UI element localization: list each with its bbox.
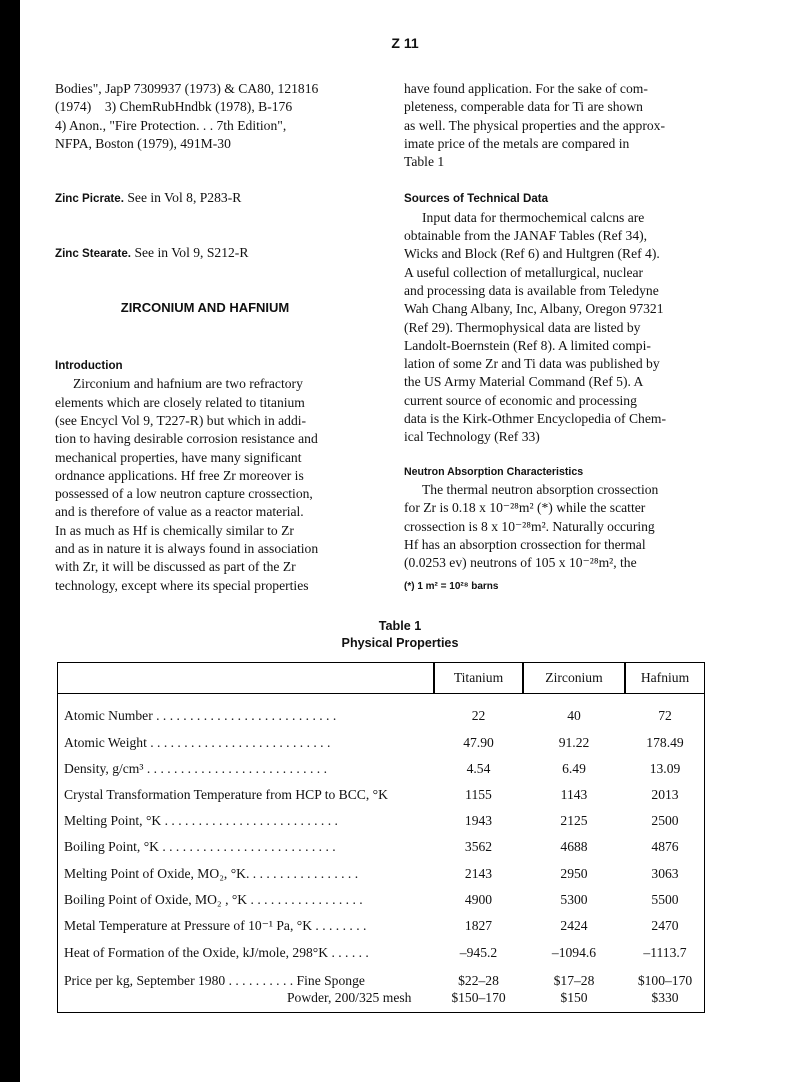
text-line: Hf has an absorption crossection for thermal — [404, 536, 646, 552]
row-label: Heat of Formation of the Oxide, kJ/mole, 298°K . . . . . . — [64, 945, 369, 960]
titanium-value: 4.54 — [466, 761, 491, 776]
zirconium-value: 6.49 — [562, 761, 586, 776]
row-label: Atomic Weight . . . . . . . . . . . . . . . . . . . . . . . . . . . — [64, 735, 331, 750]
text-line: mechanical properties, have many significant — [55, 449, 302, 465]
physical-properties-table — [57, 662, 705, 1013]
row-label: Metal Temperature at Pressure of 10⁻¹ Pa, °K . . . . . . . . — [64, 918, 367, 933]
text-line: In as much as Hf is chemically similar to Zr — [55, 522, 294, 538]
table-title: Table 1 — [378, 619, 422, 633]
row-label: Boiling Point of Oxide, MO₂ , °K . . . . . . . . . . . . . . . . . — [64, 892, 363, 907]
hafnium-price-sponge: $100–170 — [637, 973, 693, 988]
text-line: technology, except where its special properties — [55, 577, 309, 593]
header-zirconium: Zirconium — [545, 670, 603, 685]
zirconium-value: 40 — [567, 708, 581, 723]
zirconium-value: 5300 — [560, 892, 588, 907]
text-line: (0.0253 ev) neutrons of 105 x 10⁻²⁸m², the — [404, 555, 637, 571]
text-line: and is therefore of value as a reactor material. — [55, 504, 304, 520]
page-number: Z 11 — [391, 35, 419, 51]
text-line: crossection is 8 x 10⁻²⁸m². Naturally occuring — [404, 518, 655, 534]
hafnium-value: 4876 — [651, 839, 679, 854]
reference-line: Bodies", JapP 7309937 (1973) & CA80, 121816 — [55, 81, 319, 96]
zirconium-value: 4688 — [560, 839, 588, 854]
zirconium-value: 2950 — [560, 866, 588, 881]
zirconium-value: 2424 — [560, 918, 588, 933]
left-column — [55, 80, 355, 595]
row-label: Melting Point, °K . . . . . . . . . . . . . . . . . . . . . . . . . . — [64, 813, 338, 828]
text-line: lation of some Zr and Ti data was published by — [404, 356, 660, 372]
zinc-stearate-text: See in Vol 9, S212-R — [134, 245, 249, 261]
reference-line: (1974) 3) ChemRubHndbk (1978), B-176 — [55, 99, 293, 115]
sources-text — [404, 209, 700, 447]
text-line: obtainable from the JANAF Tables (Ref 34), — [404, 228, 648, 244]
footnote: (*) 1 m² = 10²⁸ barns — [404, 581, 499, 593]
price-label: Price per kg, September 1980 . . . . . . . . . . Fine Sponge — [64, 973, 365, 988]
text-line: data is the Kirk-Othmer Encyclopedia of Chem- — [404, 411, 666, 427]
hafnium-value: 5500 — [651, 892, 679, 907]
text-line: imate price of the metals are compared in — [404, 135, 630, 151]
right-column — [404, 80, 700, 597]
hafnium-price-powder: $330 — [651, 990, 679, 1005]
hafnium-value: 72 — [658, 708, 672, 723]
titanium-value: 2143 — [464, 866, 493, 881]
hafnium-value: 13.09 — [649, 761, 681, 776]
titanium-price-sponge: $22–28 — [458, 973, 499, 988]
text-line: with Zr, it will be discussed as part of the Zr — [55, 559, 296, 575]
neutron-text — [404, 481, 700, 572]
text-line: A useful collection of metallurgical, nuclear — [404, 264, 644, 280]
text-line: tion to having desirable corrosion resistance and — [55, 431, 318, 447]
header-hafnium: Hafnium — [640, 670, 690, 685]
text-line: and as in nature it is always found in association — [55, 541, 319, 557]
zirconium-value: 91.22 — [558, 735, 590, 750]
text-line: The thermal neutron absorption crossection — [422, 481, 659, 497]
hafnium-value: 2500 — [651, 813, 679, 828]
text-line: and processing data is available from Teledyne — [404, 282, 659, 298]
row-label: Crystal Transformation Temperature from HCP to BCC, °K — [64, 787, 388, 802]
hafnium-value: 2013 — [651, 787, 679, 802]
text-line: ical Technology (Ref 33) — [404, 429, 540, 445]
introduction-heading: Introduction — [55, 359, 123, 373]
text-line: ordnance applications. Hf free Zr moreover is — [55, 467, 304, 483]
table-header-row — [58, 663, 704, 694]
titanium-value: –945.2 — [459, 945, 498, 960]
titanium-value: 4900 — [464, 892, 493, 907]
zirconium-value: 2125 — [560, 813, 588, 828]
left-edge-bar — [0, 0, 20, 1082]
zirconium-price-powder: $150 — [560, 990, 588, 1005]
row-label: Boiling Point, °K . . . . . . . . . . . . . . . . . . . . . . . . . . — [64, 839, 336, 854]
row-label: Melting Point of Oxide, MO₂, °K. . . . . . . . . . . . . . . . . — [64, 866, 359, 881]
price-sublabel: Powder, 200/325 mesh — [287, 990, 412, 1005]
sources-heading: Sources of Technical Data — [404, 192, 549, 206]
text-line: pleteness, comperable data for Ti are shown — [404, 99, 643, 115]
titanium-value: 22 — [471, 708, 486, 723]
hafnium-value: 2470 — [651, 918, 679, 933]
titanium-price-powder: $150–170 — [451, 990, 506, 1005]
header-titanium: Titanium — [453, 670, 504, 685]
text-line: Input data for thermochemical calcns are — [422, 209, 645, 225]
text-line: Table 1 — [404, 154, 445, 170]
text-line: Zirconium and hafnium are two refractory — [73, 376, 303, 392]
text-line: Landolt-Boernstein (Ref 8). A limited compi- — [404, 337, 651, 353]
zinc-stearate-label: Zinc Stearate. — [55, 247, 132, 261]
text-line: current source of economic and processing — [404, 392, 637, 408]
titanium-value: 1943 — [464, 813, 493, 828]
text-line: as well. The physical properties and the approx- — [404, 117, 665, 133]
reference-line: 4) Anon., "Fire Protection. . . 7th Edition", — [55, 117, 287, 133]
zirconium-value: 1143 — [560, 787, 588, 802]
titanium-value: 1827 — [464, 918, 493, 933]
titanium-value: 1155 — [465, 787, 492, 802]
reference-line: NFPA, Boston (1979), 491M-30 — [55, 135, 231, 151]
text-line: the US Army Material Command (Ref 5). A — [404, 374, 644, 390]
hafnium-value: –1113.7 — [643, 945, 687, 960]
text-line: possessed of a low neutron capture crossection, — [55, 486, 313, 502]
text-line: Wicks and Block (Ref 6) and Hultgren (Ref 4). — [404, 246, 660, 262]
row-label: Density, g/cm³ . . . . . . . . . . . . . . . . . . . . . . . . . . . — [64, 761, 327, 776]
row-label: Atomic Number . . . . . . . . . . . . . . . . . . . . . . . . . . . — [64, 708, 337, 723]
text-line: have found application. For the sake of com- — [404, 81, 648, 96]
hafnium-value: 178.49 — [646, 735, 684, 750]
zinc-picrate-text: See in Vol 8, P283-R — [127, 190, 242, 206]
titanium-value: 3562 — [464, 839, 493, 854]
zirconium-value: –1094.6 — [551, 945, 597, 960]
zinc-picrate-label: Zinc Picrate. — [55, 192, 124, 206]
text-line: Wah Chang Albany, Inc, Albany, Oregon 97321 — [404, 301, 664, 317]
text-line: (see Encycl Vol 9, T227-R) but which in addi- — [55, 412, 307, 428]
zirconium-price-sponge: $17–28 — [553, 973, 595, 988]
hafnium-value: 3063 — [651, 866, 679, 881]
table-subtitle: Physical Properties — [341, 636, 459, 650]
neutron-heading: Neutron Absorption Characteristics — [404, 465, 584, 478]
zinc-stearate-entry — [55, 244, 355, 263]
zinc-picrate-entry — [55, 189, 355, 208]
text-line: for Zr is 0.18 x 10⁻²⁸m² (*) while the scatter — [404, 500, 646, 516]
section-title: ZIRCONIUM AND HAFNIUM — [120, 299, 290, 315]
introduction-text — [55, 375, 355, 595]
titanium-value: 47.90 — [463, 735, 494, 750]
text-line: elements which are closely related to titanium — [55, 394, 305, 410]
text-line: (Ref 29). Thermophysical data are listed by — [404, 319, 641, 335]
